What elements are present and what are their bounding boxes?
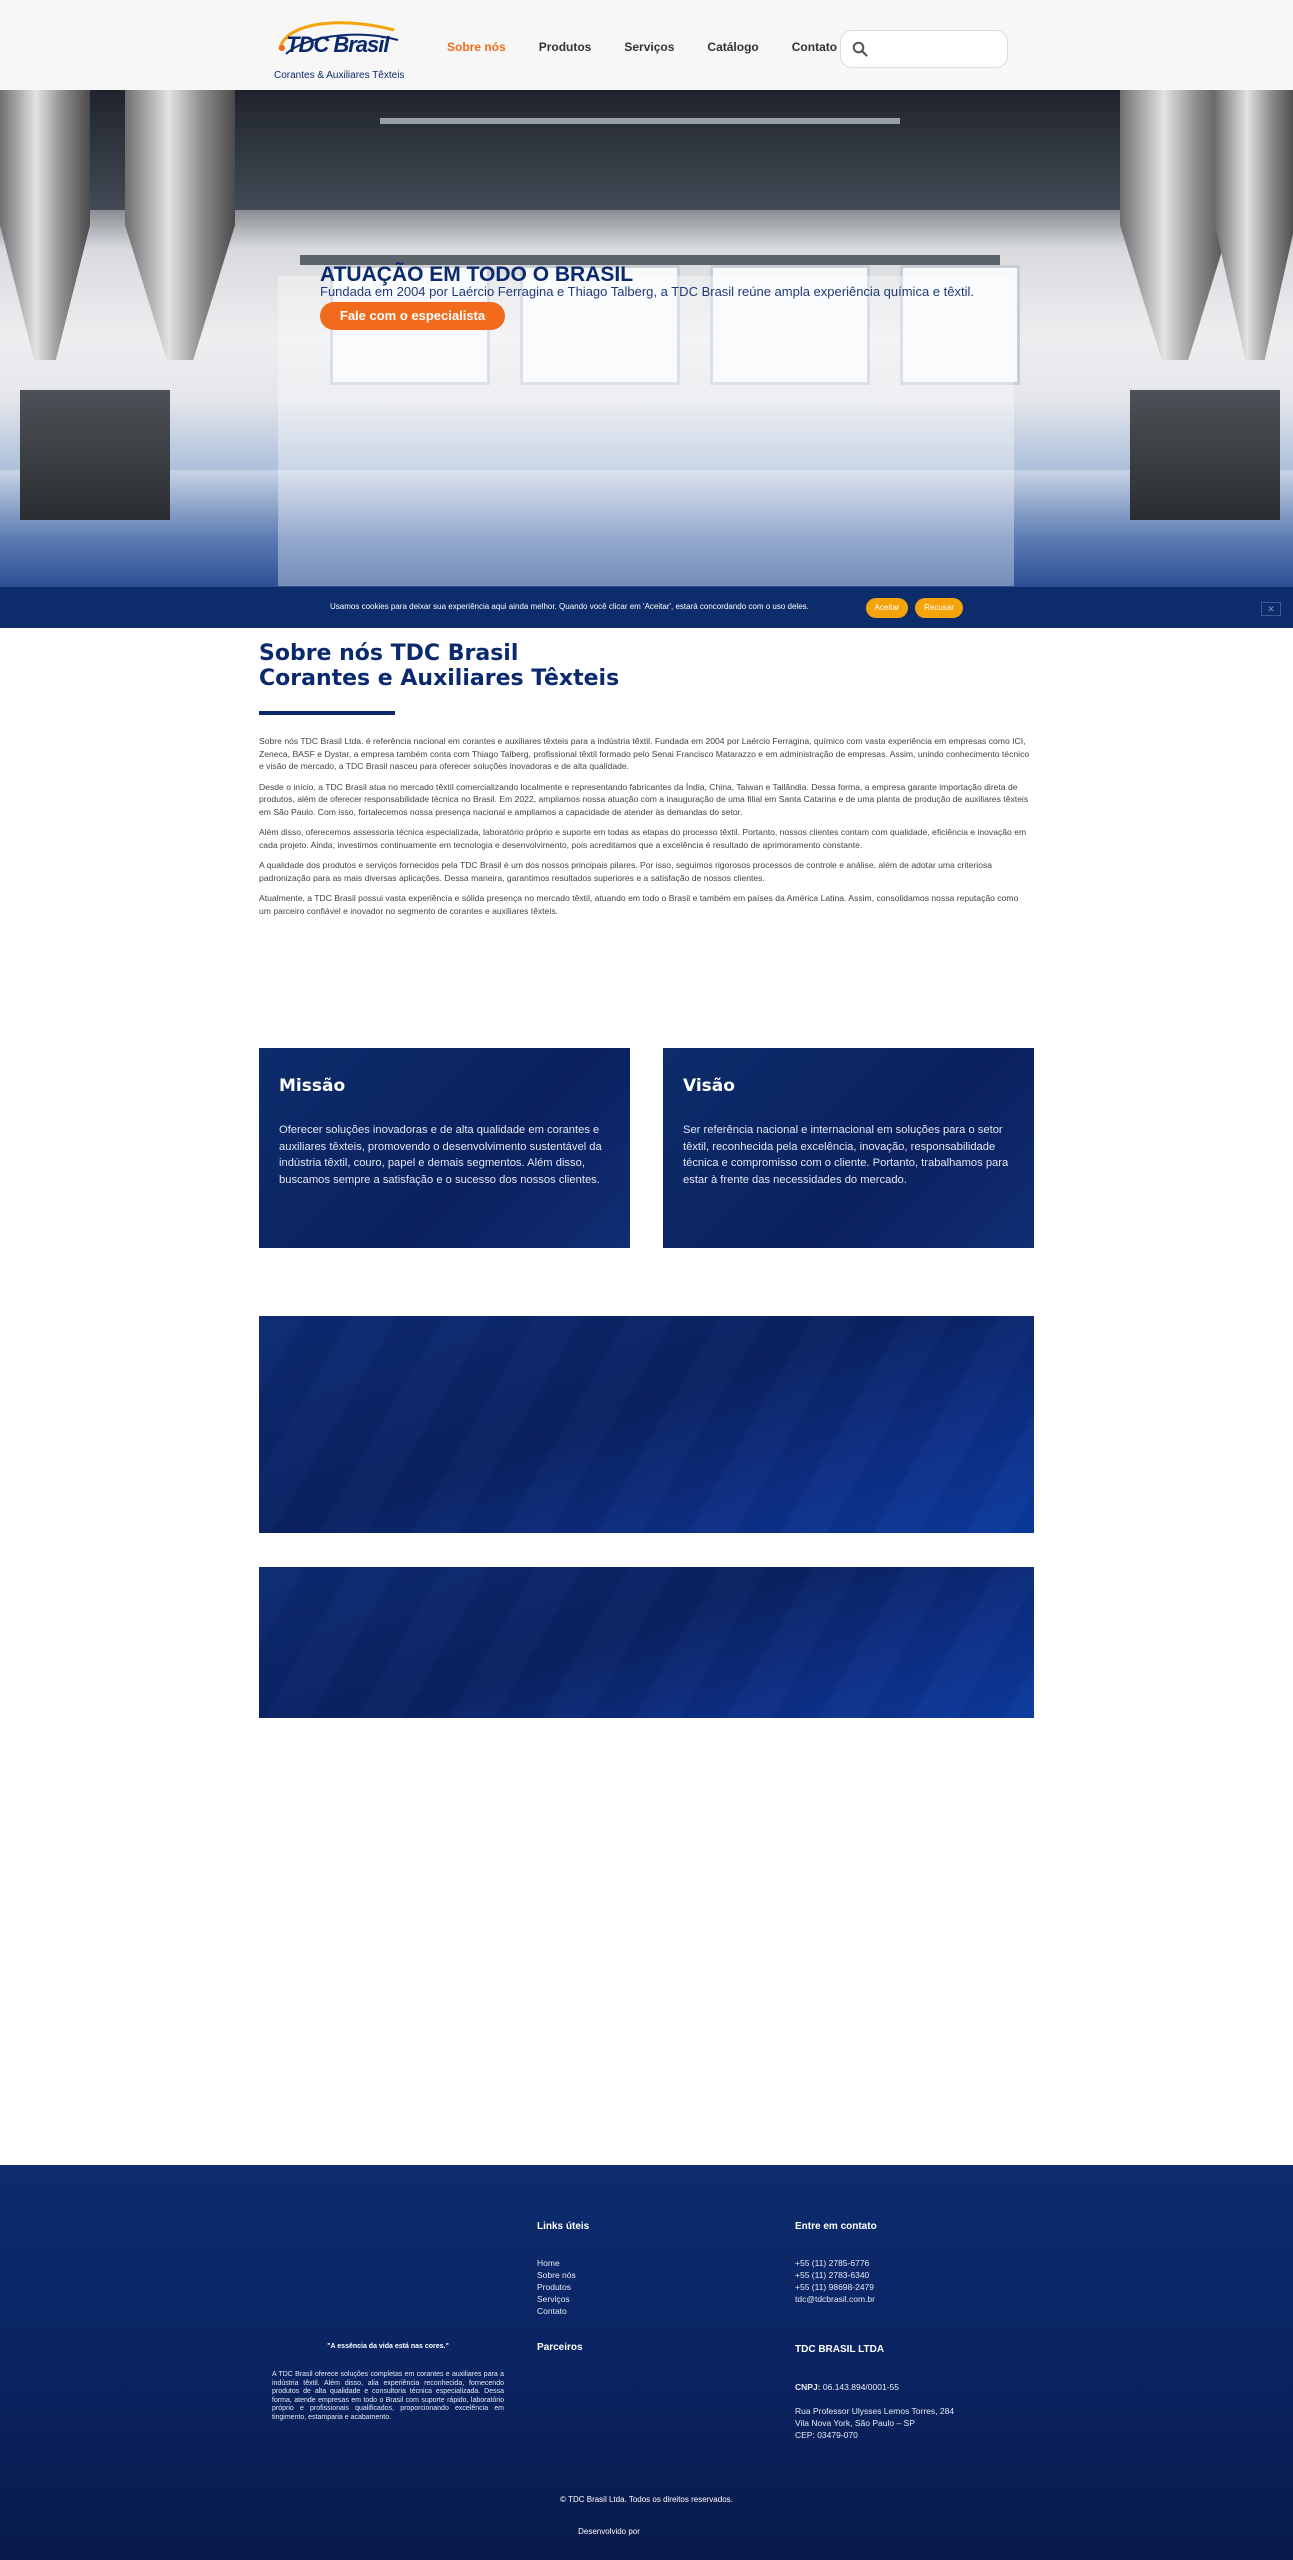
search-box <box>840 30 1008 68</box>
footer-copyright: © TDC Brasil Ltda. Todos os direitos reservados. <box>560 2495 733 2504</box>
about-paragraph: Desde o início, a TDC Brasil atua no mercado têxtil comercializando localmente e representando fabricantes da Índia, China, Taiwan e Tailândia. Dessa forma, a empresa garante importação direta de produtos, além de oferecer responsabilidade técnica no Brasil. Em 2022, ampliamos nossa atuação com a inauguração de uma filial em Santa Catarina e de uma planta de produção de auxiliares têxteis em São Paulo. Com isso, fortalecemos nossa presença nacional e ampliamos a capacidade de atender às demandas do setor. <box>259 781 1029 817</box>
footer-address-line: CEP: 03479-070 <box>795 2430 858 2440</box>
hero-silo <box>0 90 90 390</box>
footer-cnpj-label: CNPJ: <box>795 2382 821 2392</box>
footer-link-sobre-nos[interactable]: Sobre nós <box>537 2270 576 2280</box>
nav-item-catalogo[interactable]: Catálogo <box>707 40 759 54</box>
cookie-banner <box>0 587 1293 628</box>
about-title-line1: Sobre nós TDC Brasil <box>259 641 519 666</box>
logo-subtitle: Corantes & Auxiliares Têxteis <box>274 70 405 81</box>
nav-item-servicos[interactable]: Serviços <box>624 40 675 54</box>
about-paragraph: Sobre nós TDC Brasil Ltda. é referência nacional em corantes e auxiliares têxteis para a indústria têxtil. Fundada em 2004 por Laércio Ferragina, químico com vasta experiência em empresas como ICI, Zeneca, BASF e Dystar, a empresa também conta com Thiago Talberg, profissional têxtil formado pelo Senai Francisco Matarazzo e em administração de empresas. Assim, unindo conhecimento técnico e visão de mercado, a TDC Brasil nasceu para oferecer soluções inovadoras e de alta qualidade. <box>259 736 1030 771</box>
mission-title: Missão <box>279 1076 346 1096</box>
footer-company-title: TDC BRASIL LTDA <box>795 2344 885 2355</box>
footer-link-contato[interactable]: Contato <box>537 2306 567 2316</box>
banner-texture <box>259 1316 1034 1533</box>
vision-title: Visão <box>683 1076 735 1096</box>
footer-contact-title: Entre em contato <box>795 2221 877 2232</box>
vision-text: Ser referência nacional e internacional em soluções para o setor têxtil, reconhecida pela excelência, inovação, responsabilidade técnica e compromisso com o cliente. Portanto, trabalhamos para estar à frente das necessidades do mercado. <box>683 1124 1009 1186</box>
close-icon[interactable]: ✕ <box>1261 602 1281 616</box>
footer-email[interactable]: tdc@tdcbrasil.com.br <box>795 2294 875 2304</box>
footer-phone[interactable]: +55 (11) 2783-6340 <box>795 2270 870 2280</box>
hero-silo <box>1120 90 1230 390</box>
about-divider <box>259 711 395 715</box>
main-nav <box>447 40 870 54</box>
contact-specialist-button[interactable]: Fale com o especialista <box>320 302 505 330</box>
nav-item-produtos[interactable]: Produtos <box>538 40 592 54</box>
vision-card <box>663 1048 1034 1248</box>
about-paragraph: Além disso, oferecemos assessoria técnica especializada, laboratório próprio e suporte em todas as etapas do processo têxtil. Portanto, nossos clientes contam com qualidade, eficiência e inovação em cada projeto. Ainda, investimos continuamente em tecnologia e desenvolvimento, pois acreditamos que a excelência é resultado de aprimoramento constante. <box>259 827 1027 850</box>
footer-links-title: Links úteis <box>537 2221 590 2232</box>
hero-silo <box>1215 90 1293 390</box>
nav-item-sobre-nos[interactable]: Sobre nós <box>447 40 506 54</box>
hero-machine <box>1130 390 1280 520</box>
footer-link-home[interactable]: Home <box>537 2258 560 2268</box>
footer-link-produtos[interactable]: Produtos <box>537 2282 572 2292</box>
hero-machine <box>20 390 170 520</box>
blue-banner <box>259 1567 1034 1718</box>
footer-link-servicos[interactable]: Serviços <box>537 2294 570 2304</box>
hero-banner <box>0 90 1293 587</box>
about-body <box>259 735 1031 925</box>
mission-card <box>259 1048 630 1248</box>
hero-text: Fundada em 2004 por Laércio Ferragina e Thiago Talberg, a TDC Brasil reúne ampla experiência química e têxtil. <box>320 284 974 299</box>
about-title <box>259 641 619 691</box>
footer-description: A TDC Brasil oferece soluções completas em corantes e auxiliares para a indústria têxtil. Além disso, alia experiência reconhecida, fornecendo produtos de alta qualidade e consultoria técnica especializada. Dessa forma, atende empresas em todo o Brasil com suporte rápido, laboratório próprio e profissionais qualificados, proporcionando excelência em tingimento, estamparia e acabamento. <box>272 2371 504 2421</box>
footer-developed-by: Desenvolvido por <box>578 2527 640 2536</box>
footer-phone[interactable]: +55 (11) 98698-2479 <box>795 2282 875 2292</box>
cookie-reject-button[interactable]: Recusar <box>915 598 963 618</box>
blue-banner <box>259 1316 1034 1533</box>
about-title-line2: Corantes e Auxiliares Têxteis <box>259 666 620 691</box>
nav-item-contato[interactable]: Contato <box>791 40 838 54</box>
mission-text: Oferecer soluções inovadoras e de alta qualidade em corantes e auxiliares têxteis, promovendo o desenvolvimento sustentável da indústria têxtil, couro, papel e demais segmentos. Além disso, buscamos sempre a satisfação e o sucesso dos nossos clientes. <box>279 1124 602 1186</box>
hero-silo <box>125 90 235 390</box>
search-input[interactable] <box>875 39 999 61</box>
banner-texture <box>259 1567 1034 1718</box>
hero-beam <box>380 118 900 124</box>
about-paragraph: A qualidade dos produtos e serviços fornecidos pela TDC Brasil é um dos nossos principais pilares. Por isso, seguimos rigorosos processos de controle e análise, além de adotar uma criteriosa padronização para as mais diversas aplicações. Dessa maneira, garantimos resultados superiores e a satisfação de nossos clientes. <box>259 860 993 883</box>
cookie-text: Usamos cookies para deixar sua experiência aqui ainda melhor. Quando você clicar em 'Aceitar', estará concordando com o uso deles. <box>330 602 809 611</box>
footer-cnpj-value: 06.143.894/0001-55 <box>822 2382 899 2392</box>
site-header <box>0 0 1293 90</box>
cookie-accept-button[interactable]: Aceitar <box>866 598 908 618</box>
brand-logo[interactable] <box>272 18 405 81</box>
logo-text: TDC Brasil <box>286 32 389 57</box>
about-paragraph: Atualmente, a TDC Brasil possui vasta experiência e sólida presença no mercado têxtil, atuando em todo o Brasil e também em países da América Latina. Assim, consolidamos nossa reputação como um parceiro confiável e inovador no segmento de corantes e auxiliares têxteis. <box>259 893 1019 916</box>
footer-address-line: Vila Nova York, São Paulo – SP <box>795 2418 915 2428</box>
hero-title: ATUAÇÃO EM TODO O BRASIL <box>320 263 634 286</box>
footer-phone[interactable]: +55 (11) 2785-6776 <box>795 2258 870 2268</box>
footer-address-line: Rua Professor Ulysses Lemos Torres, 284 <box>795 2406 955 2416</box>
footer-cnpj <box>795 2382 899 2392</box>
search-icon[interactable] <box>852 41 868 57</box>
footer-quote: "A essência da vida está nas cores." <box>327 2343 449 2350</box>
footer-partners-title: Parceiros <box>537 2342 583 2353</box>
